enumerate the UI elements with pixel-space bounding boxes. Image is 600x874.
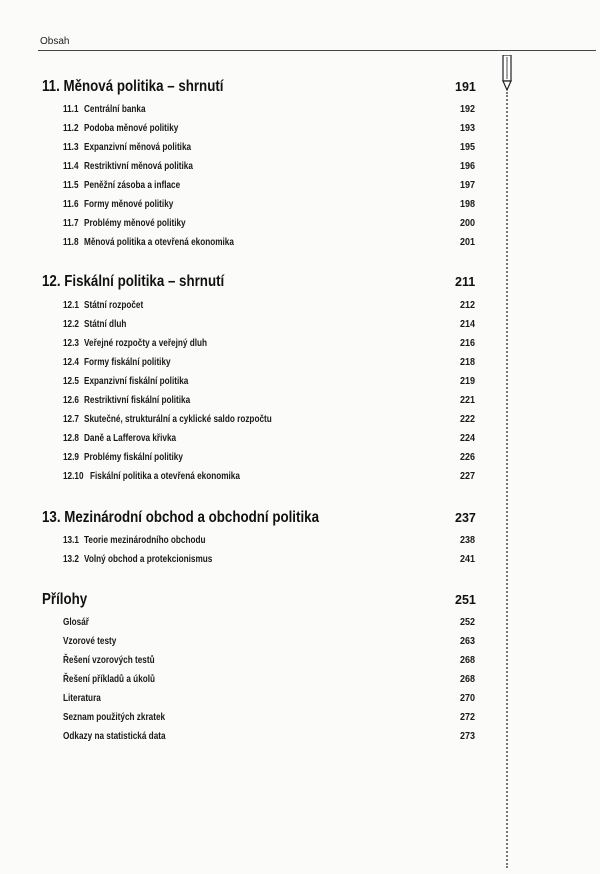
toc-entry-number: 12.10 (63, 471, 84, 482)
toc-entry-number: 13.2 (63, 554, 79, 565)
section-page-number: 251 (455, 593, 476, 607)
toc-entry-page-number: 268 (459, 655, 475, 666)
toc-entry-page-number: 272 (459, 712, 475, 723)
toc-entry-title: Teorie mezinárodního obchodu (84, 535, 206, 546)
toc-entry (0, 636, 600, 654)
toc-entry-page-number: 273 (459, 731, 475, 742)
toc-entry-page-number: 270 (459, 693, 475, 704)
section-page-number: 191 (455, 80, 476, 94)
toc-entry (0, 471, 600, 489)
section-title: Přílohy (42, 591, 88, 608)
toc-entry (0, 161, 600, 179)
toc-entry-page-number: 226 (459, 452, 475, 463)
toc-entry-title: Literatura (63, 693, 101, 704)
toc-entry-number: 12.6 (63, 395, 79, 406)
toc-entry-page-number: 218 (459, 357, 475, 368)
toc-entry-title: Řešení vzorových testů (63, 655, 155, 666)
toc-entry (0, 395, 600, 413)
toc-entry-number: 11.2 (63, 123, 79, 134)
toc-entry-title: Centrální banka (84, 104, 146, 115)
toc-entry-number: 12.2 (63, 319, 79, 330)
toc-entry (0, 123, 600, 141)
toc-entry-title: Seznam použitých zkratek (63, 712, 166, 723)
toc-entry-page-number: 241 (459, 554, 475, 565)
toc-entry-page-number: 214 (459, 319, 475, 330)
toc-entry-page-number: 192 (459, 104, 475, 115)
toc-entry-title: Odkazy na statistická data (63, 731, 166, 742)
toc-entry (0, 180, 600, 198)
toc-entry (0, 674, 600, 692)
toc-entry (0, 452, 600, 470)
toc-entry (0, 237, 600, 255)
toc-entry-page-number: 224 (459, 433, 475, 444)
toc-entry-title: Řešení příkladů a úkolů (63, 674, 156, 685)
toc-entry-title: Peněžní zásoba a inflace (84, 180, 181, 191)
toc-entry-page-number: 252 (459, 617, 475, 628)
toc-entry (0, 617, 600, 635)
toc-entry-page-number: 195 (459, 142, 475, 153)
toc-entry (0, 535, 600, 553)
toc-entry (0, 655, 600, 673)
toc-entry-page-number: 196 (459, 161, 475, 172)
toc-entry-number: 12.5 (63, 376, 79, 387)
pencil-marker-icon (502, 55, 512, 91)
toc-entry-title: Státní dluh (84, 319, 127, 330)
toc-entry-title: Státní rozpočet (84, 300, 144, 311)
toc-entry (0, 414, 600, 432)
toc-entry-title: Fiskální politika a otevřená ekonomika (90, 471, 240, 482)
header-rule (38, 50, 596, 51)
toc-entry (0, 731, 600, 749)
toc-entry-number: 11.1 (63, 104, 79, 115)
toc-entry-title: Daně a Lafferova křivka (84, 433, 177, 444)
toc-entry-number: 11.4 (63, 161, 79, 172)
toc-entry-title: Vzorové testy (63, 636, 117, 647)
toc-entry (0, 433, 600, 451)
toc-entry (0, 142, 600, 160)
toc-entry-page-number: 200 (459, 218, 475, 229)
toc-entry-page-number: 268 (459, 674, 475, 685)
toc-entry-title: Veřejné rozpočty a veřejný dluh (84, 338, 208, 349)
toc-entry-title: Skutečné, strukturální a cyklické saldo rozpočtu (84, 414, 272, 425)
toc-entry (0, 338, 600, 356)
toc-entry-page-number: 216 (459, 338, 475, 349)
toc-entry-title: Formy měnové politiky (84, 199, 174, 210)
toc-entry-page-number: 227 (459, 471, 475, 482)
toc-entry-number: 12.9 (63, 452, 79, 463)
toc-entry-page-number: 221 (459, 395, 475, 406)
section-page-number: 237 (455, 511, 476, 525)
toc-entry (0, 554, 600, 572)
toc-entry-page-number: 198 (459, 199, 475, 210)
toc-entry (0, 319, 600, 337)
toc-entry-title: Formy fiskální politiky (84, 357, 171, 368)
section-title: 11. Měnová politika – shrnutí (42, 78, 224, 95)
toc-entry-number: 11.7 (63, 218, 79, 229)
section-page-number: 211 (455, 275, 476, 289)
toc-entry-title: Problémy měnové politiky (84, 218, 186, 229)
toc-entry-title: Podoba měnové politiky (84, 123, 179, 134)
toc-entry-number: 11.3 (63, 142, 79, 153)
toc-entry-number: 12.7 (63, 414, 79, 425)
section-title: 13. Mezinárodní obchod a obchodní politika (42, 509, 319, 526)
toc-entry (0, 218, 600, 236)
toc-entry-title: Restriktivní fiskální politika (84, 395, 191, 406)
toc-entry-number: 12.1 (63, 300, 79, 311)
toc-entry-page-number: 263 (459, 636, 475, 647)
toc-entry-number: 11.8 (63, 237, 79, 248)
toc-entry-title: Volný obchod a protekcionismus (84, 554, 213, 565)
toc-entry (0, 199, 600, 217)
toc-entry-number: 12.3 (63, 338, 79, 349)
toc-entry-page-number: 219 (459, 376, 475, 387)
toc-entry (0, 300, 600, 318)
toc-entry (0, 376, 600, 394)
toc-entry-number: 12.4 (63, 357, 79, 368)
toc-entry-page-number: 238 (459, 535, 475, 546)
toc-entry-title: Expanzivní měnová politika (84, 142, 192, 153)
section-title: 12. Fiskální politika – shrnutí (42, 273, 225, 290)
running-header: Obsah (40, 36, 70, 47)
toc-entry-page-number: 193 (459, 123, 475, 134)
toc-entry-title: Problémy fiskální politiky (84, 452, 183, 463)
toc-entry-title: Glosář (63, 617, 89, 628)
toc-entry-page-number: 212 (459, 300, 475, 311)
toc-entry (0, 357, 600, 375)
toc-entry-title: Měnová politika a otevřená ekonomika (84, 237, 234, 248)
toc-entry-title: Restriktivní měnová politika (84, 161, 193, 172)
toc-entry-page-number: 197 (459, 180, 475, 191)
toc-entry-number: 11.5 (63, 180, 79, 191)
toc-entry-number: 12.8 (63, 433, 79, 444)
toc-entry (0, 693, 600, 711)
toc-entry-number: 13.1 (63, 535, 79, 546)
toc-entry (0, 104, 600, 122)
toc-entry-number: 11.6 (63, 199, 79, 210)
toc-entry-page-number: 201 (459, 237, 475, 248)
toc-entry (0, 712, 600, 730)
toc-entry-title: Expanzivní fiskální politika (84, 376, 189, 387)
toc-entry-page-number: 222 (459, 414, 475, 425)
